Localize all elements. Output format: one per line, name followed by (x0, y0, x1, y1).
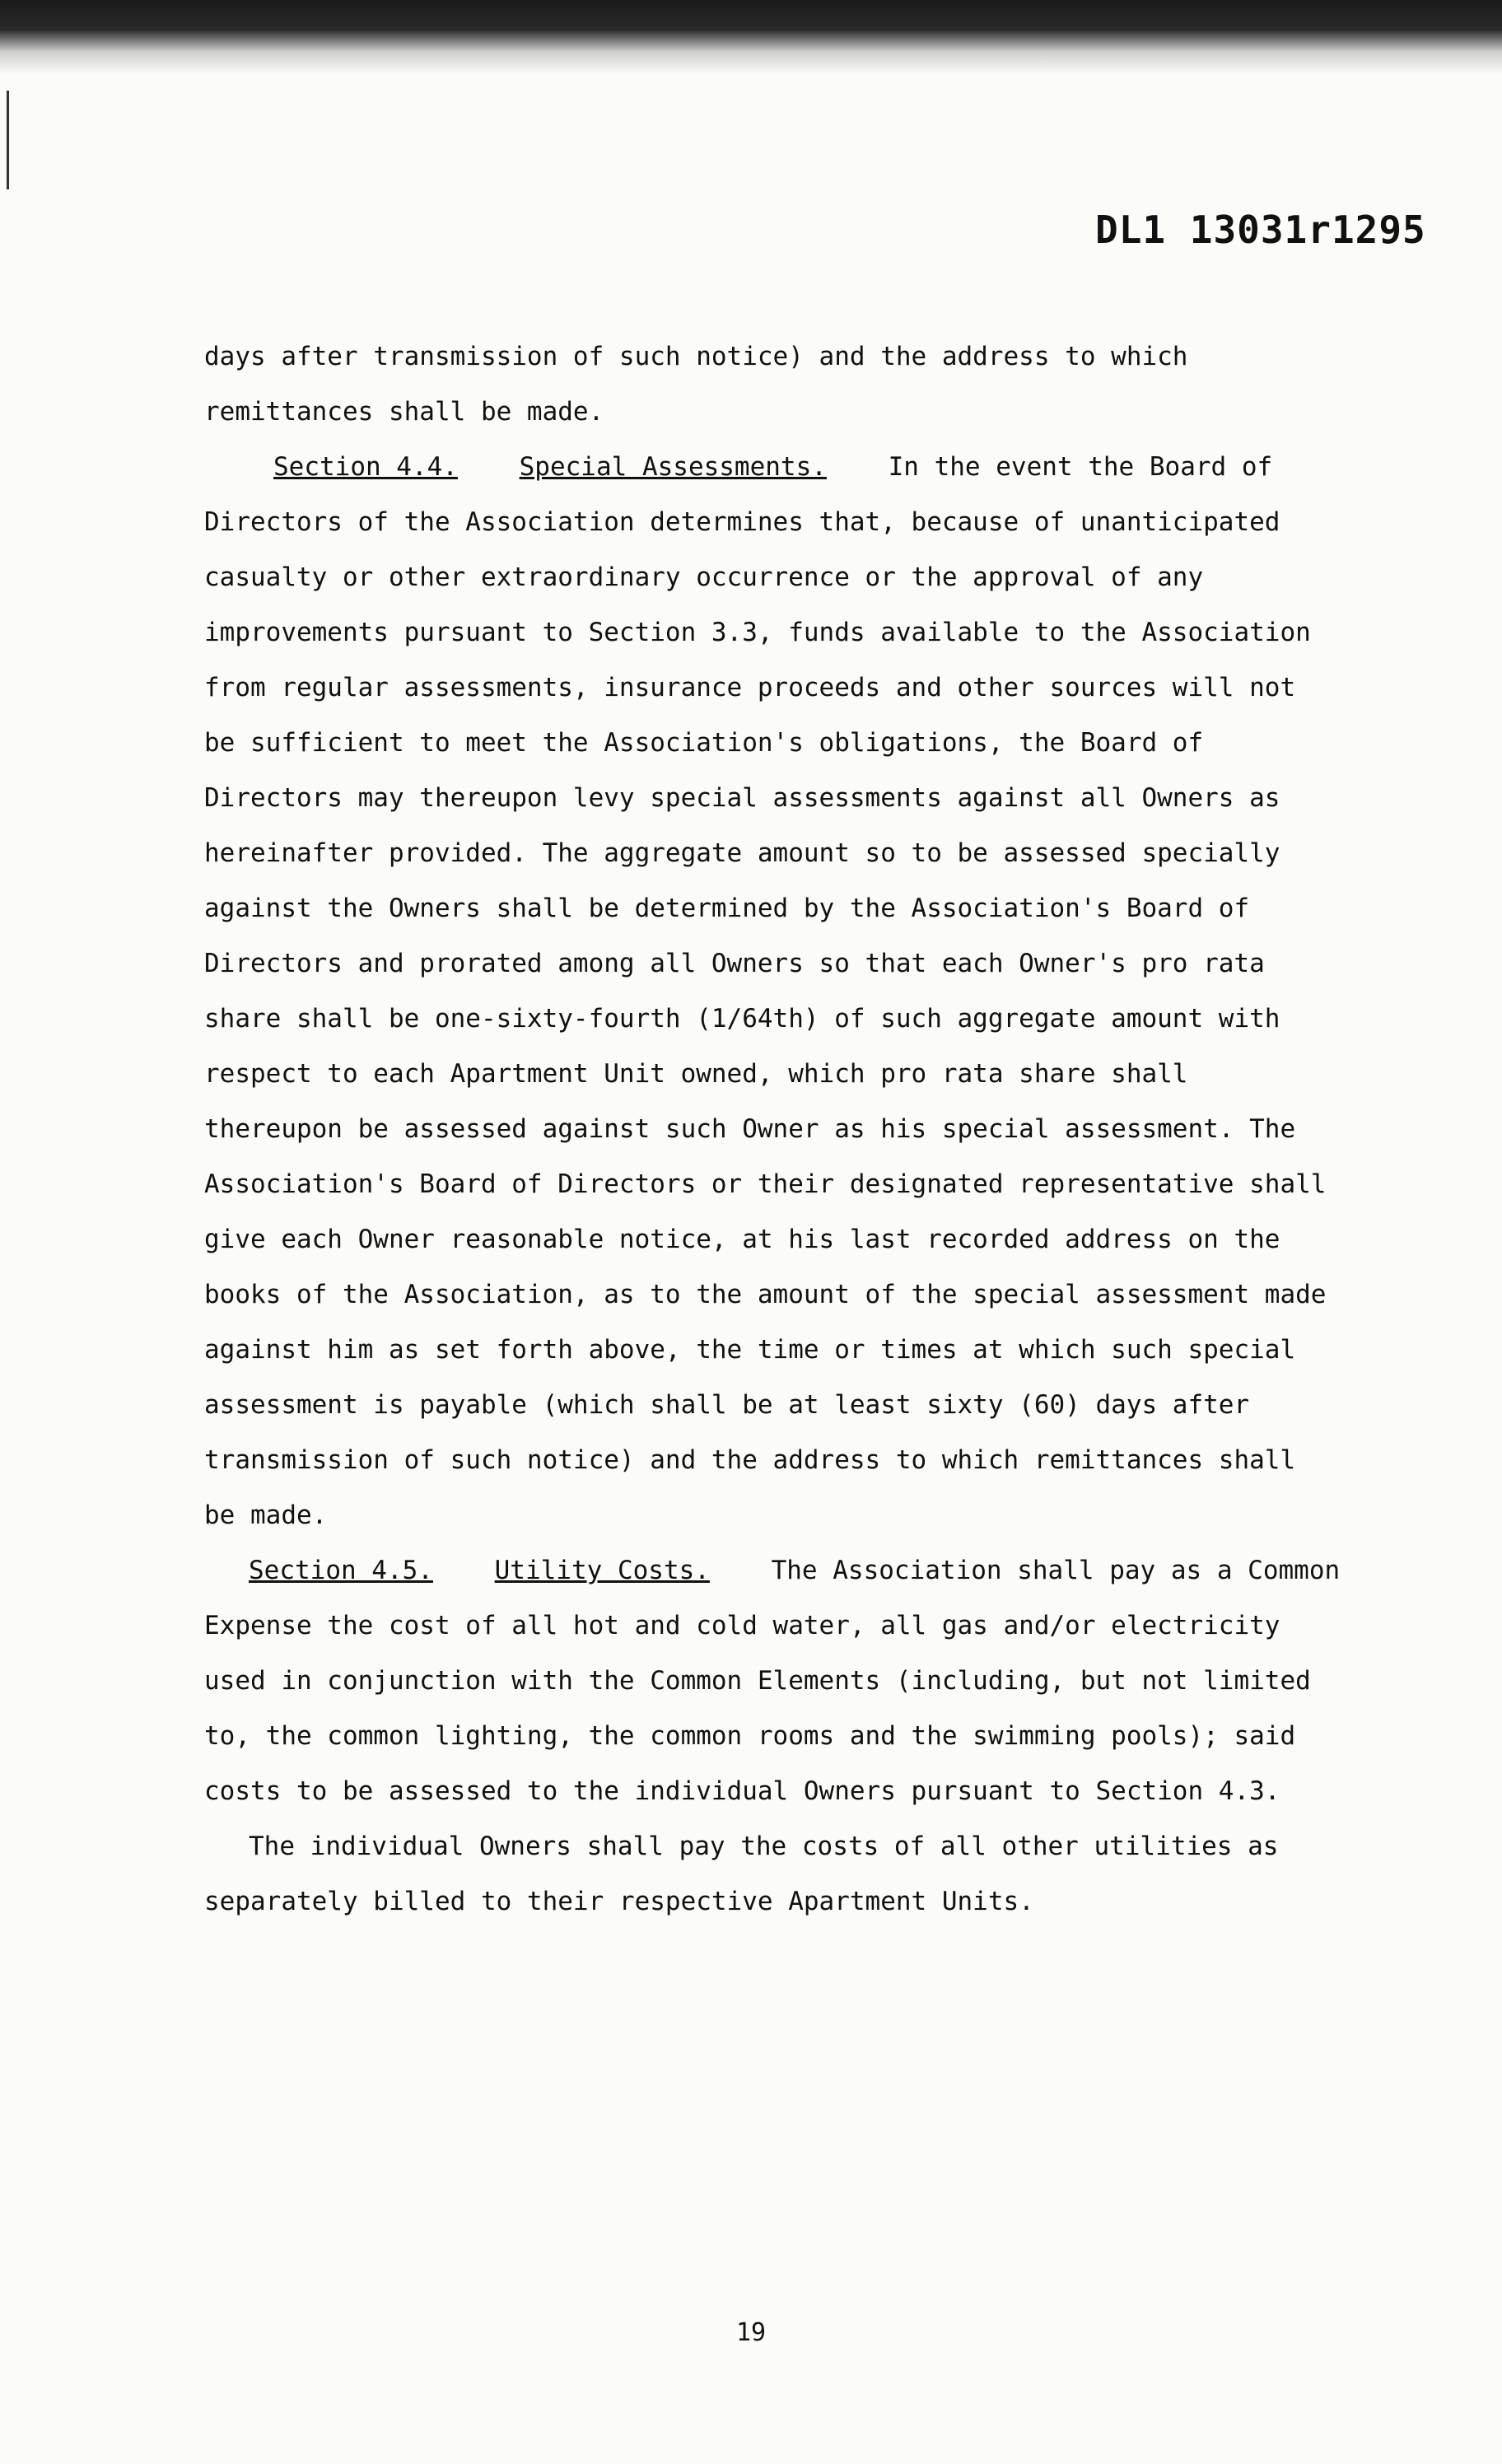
document-body (204, 329, 1341, 1930)
page-number: 19 (735, 2318, 767, 2347)
section-4-4-paragraph (204, 440, 1341, 1543)
section-4-5-title: Utility Costs. (494, 1556, 710, 1585)
section-4-5-text: The Association shall pay as a Common Expense the cost of all hot and cold water, all gas and/or electricity used in conjunction with the Common Elements (including, but not limited to, the common lighting, the common rooms and the swimming pools); said costs to be assessed to the individual Owners pursuant to Section 4.3. (204, 1556, 1341, 1806)
section-4-4-title: Special Assessments. (519, 452, 827, 482)
document-number: DL1 13031r1295 (1095, 208, 1426, 252)
intro-paragraph: days after transmission of such notice) and the address to which remittances shall be made. (204, 342, 1188, 427)
section-4-4-heading: Section 4.4. (273, 452, 458, 482)
section-4-5-heading: Section 4.5. (249, 1556, 433, 1585)
section-4-4-text: In the event the Board of Directors of the Association determines that, because of unanticipated casualty or other extraordinary occurrence or the approval of any improvements pursuant to Section 3.3, funds available to the Association from regular assessments, insurance proceeds and other sources will not be sufficient to meet the Association's obligations, the Board of Directors may thereupon levy special assessments against all Owners as hereinafter provided. The aggregate amount so to be assessed specially against the Owners shall be determined by the Association's Board of Directors and prorated among all Owners so that each Owner's pro rata share shall be one-sixty-fourth (1/64th) of such aggregate amount with respect to each Apartment Unit owned, which pro rata share shall thereupon be assessed against such Owner as his special assessment. The Association's Board of Directors or their designated representative shall give each Owner reasonable notice, at his last recorded address on the books of the Association, as to the amount of the special assessment made against him as set forth above, the time or times at which such special assessment is payable (which shall be at least sixty (60) days after transmission of such notice) and the address to which remittances shall be made. (204, 452, 1327, 1530)
section-4-5-paragraph (204, 1543, 1341, 1819)
scan-border-left (7, 91, 9, 189)
scan-border-top (0, 0, 1502, 74)
final-paragraph: The individual Owners shall pay the costs of all other utilities as separately billed to their respective Apartment Units. (204, 1832, 1279, 1916)
